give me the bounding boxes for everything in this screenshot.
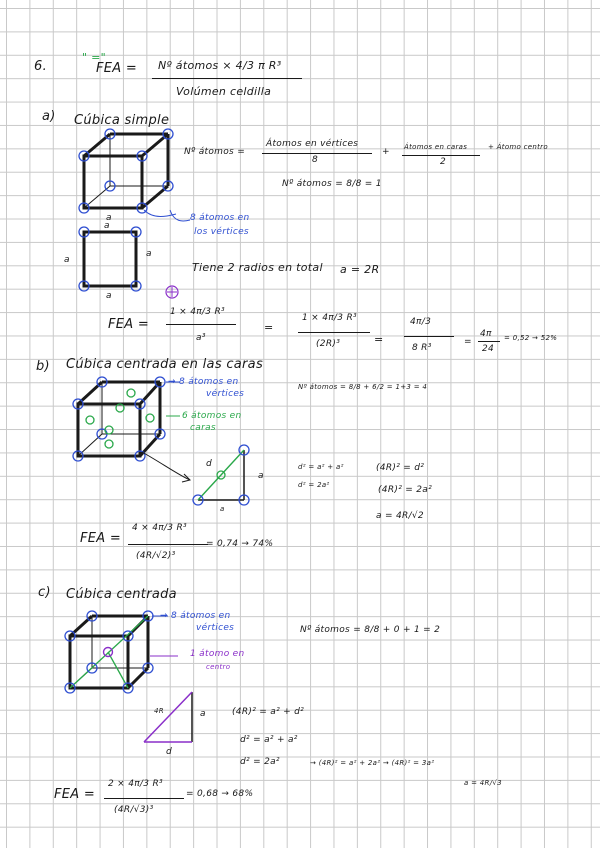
simple-natomos-result: Nº átomos = 8/8 = 1 (282, 179, 382, 189)
bcc-tri-d: d (166, 747, 173, 757)
section-b-heading: b) (36, 359, 50, 374)
section-b-title: Cúbica centrada en las caras (66, 357, 264, 372)
bcc-fea-den: (4R/√3)³ (114, 805, 154, 815)
bcc-tri-4r: 4R (154, 707, 164, 715)
fcc-note-vertices-2: vértices (206, 389, 245, 399)
bcc-fea-label: FEA = (54, 787, 96, 802)
simple-f4-num: 4π (480, 329, 492, 339)
simple-note-atoms-2: los vértices (194, 227, 249, 237)
fea-label: FEA = (96, 61, 138, 76)
simple-eq3: = (464, 337, 472, 347)
fcc-eq-d1: d² = a² + a² (298, 463, 344, 471)
simple-radios: Tiene 2 radios en total (192, 261, 323, 274)
purple-circle-plus-icon (164, 284, 180, 300)
bcc-eq4: → (4R)² = a² + 2a² → (4R)² = 3a² (310, 759, 435, 767)
fcc-fea-label: FEA = (80, 531, 122, 546)
simple-result: = 0,52 → 52% (504, 334, 558, 342)
face-bottom-a: a (106, 291, 112, 301)
fcc-note-vertices: → 8 átomos en (168, 377, 239, 387)
face-right-a: a (146, 249, 152, 259)
bcc-note-vertices-2: vértices (196, 623, 235, 633)
fcc-a-side: a (258, 471, 264, 481)
bcc-tri-a: a (200, 709, 206, 719)
simple-face-figure (72, 222, 152, 298)
fcc-fea-den: (4R/√2)³ (136, 551, 176, 561)
bcc-a-eq: a = 4R/√3 (464, 779, 502, 787)
simple-f1-den: a³ (196, 333, 206, 343)
simple-f2-bar (298, 332, 370, 333)
vertices-denominator: 8 (312, 155, 319, 165)
simple-note-atoms: 8 átomos en (190, 213, 250, 223)
fcc-a-bottom: a (220, 505, 225, 513)
bcc-fea-num: 2 × 4π/3 R³ (108, 779, 163, 789)
simple-f3-den: 8 R³ (412, 343, 432, 353)
centro-term: + Átomo centro (488, 143, 548, 151)
caras-fraction-bar (402, 155, 480, 156)
bcc-note-vertices: → 8 átomos en (160, 611, 231, 621)
bcc-result: = 0,68 → 68% (186, 789, 254, 799)
fcc-fea-bar (128, 544, 208, 545)
fcc-face-diagonal-figure (140, 442, 270, 512)
caras-denominator: 2 (440, 157, 447, 167)
fcc-a-eq: a = 4R/√2 (376, 511, 424, 521)
simple-eq1: = (264, 321, 274, 334)
simple-eq2: = (374, 333, 384, 346)
fea-numerator: Nº átomos × 4/3 π R³ (158, 59, 282, 72)
problem-number: 6. (34, 59, 48, 74)
section-a-heading: a) (42, 109, 56, 124)
fcc-d-label: d (206, 459, 213, 469)
fcc-eq-r1: (4R)² = d² (376, 463, 425, 473)
vertices-numerator: Átomos en vértices (266, 139, 359, 149)
header-green-marks: " =" (82, 51, 107, 64)
fea-denominator: Volúmen celdilla (176, 85, 272, 98)
simple-a-eq: a = 2R (340, 263, 380, 276)
bcc-eq2: d² = a² + a² (240, 735, 298, 745)
caras-numerator: Átomos en caras (404, 143, 468, 151)
simple-f2-num: 1 × 4π/3 R³ (302, 313, 357, 323)
simple-f2-den: (2R)³ (316, 339, 341, 349)
face-left-a: a (64, 255, 70, 265)
bcc-note-centro: 1 átomo en (190, 649, 245, 659)
section-c-title: Cúbica centrada (66, 587, 177, 602)
bcc-fea-bar (104, 798, 184, 799)
fcc-result: = 0,74 → 74% (206, 539, 274, 549)
natomos-label: Nº átomos = (184, 147, 246, 157)
simple-fea-label: FEA = (108, 317, 150, 332)
fcc-note-caras: 6 átomos en (182, 411, 242, 421)
bcc-note-centro-2: centro (206, 663, 231, 671)
bcc-triangle-figure (140, 690, 200, 746)
simple-f3-bar (404, 336, 454, 337)
vertices-fraction-bar (262, 153, 372, 154)
simple-f4-den: 24 (482, 344, 495, 354)
simple-f1-num: 1 × 4π/3 R³ (170, 307, 225, 317)
fcc-eq-d2: d² = 2a² (298, 481, 330, 489)
simple-cube-a-label: a (106, 213, 112, 223)
simple-cube-figure (72, 128, 182, 218)
bcc-eq3: d² = 2a² (240, 757, 280, 767)
fcc-note-caras-2: caras (190, 423, 216, 433)
fcc-fea-num: 4 × 4π/3 R³ (132, 523, 187, 533)
bcc-eq1: (4R)² = a² + d² (232, 707, 305, 717)
fcc-eq-r2: (4R)² = 2a² (378, 485, 433, 495)
plus-sign-1: + (382, 147, 390, 157)
simple-f4-bar (478, 341, 500, 342)
bcc-natomos: Nº átomos = 8/8 + 0 + 1 = 2 (300, 625, 441, 635)
simple-f1-bar (166, 324, 236, 325)
section-c-heading: c) (38, 585, 51, 600)
face-top-a: a (104, 221, 110, 231)
simple-note-arrow (168, 208, 192, 228)
fea-fraction-bar (152, 78, 302, 79)
fcc-natomos: Nº átomos = 8/8 + 6/2 = 1+3 = 4 (298, 383, 428, 391)
section-a-title: Cúbica simple (74, 113, 170, 128)
simple-f3-num: 4π/3 (410, 317, 432, 327)
